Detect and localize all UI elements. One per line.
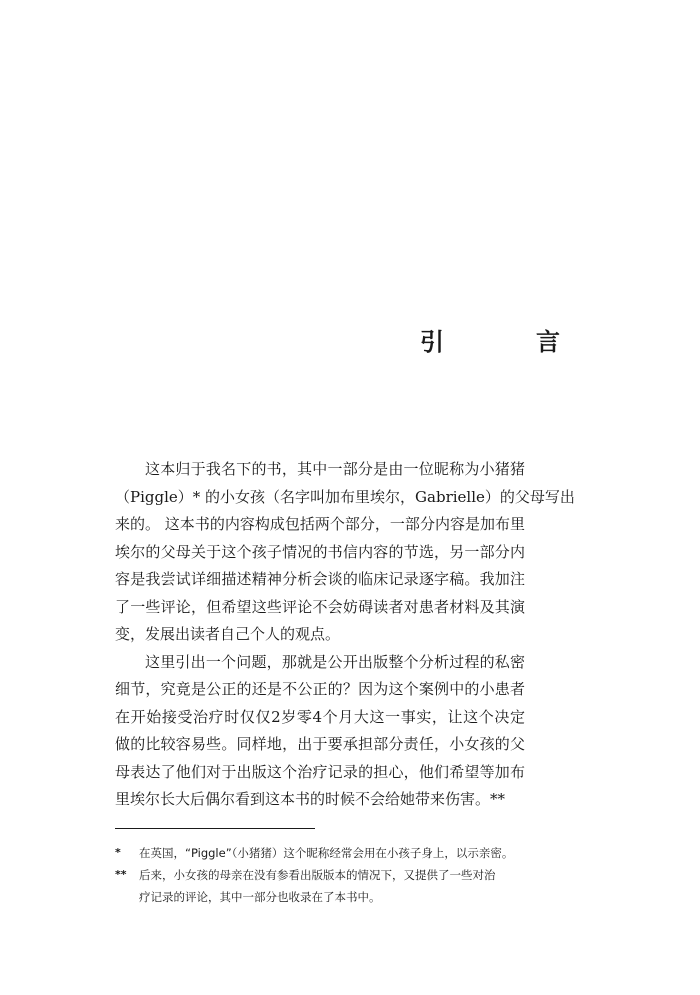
- text-line: （Piggle）* 的小女孩（名字叫加布里埃尔，Gabrielle）的父母写出: [115, 487, 575, 506]
- text-line: 这本归于我名下的书，其中一部分是由一位昵称为小猪猪: [145, 460, 525, 478]
- text-line: 里埃尔长大后偶尔看到这本书的时候不会给她带来伤害。**: [115, 790, 506, 808]
- text-line: 了一些评论，但希望这些评论不会妨碍读者对患者材料及其演: [115, 597, 525, 616]
- paragraph-2: [115, 649, 525, 814]
- footnote-mark: **: [115, 868, 127, 881]
- paragraph-1: [115, 456, 575, 649]
- text-line: 来的。 这本书的内容构成包括两个部分，一部分内容是加布里: [115, 515, 525, 533]
- footnote-text: 后来，小女孩的母亲在没有参看出版版本的情况下，又提供了一些对治: [139, 868, 496, 882]
- text-line: 容是我尝试详细描述精神分析会谈的临床记录逐字稿。我加注: [115, 570, 525, 588]
- text-line: 变，发展出读者自己个人的观点。: [115, 625, 341, 643]
- footnotes: [115, 842, 535, 908]
- text-line: 母表达了他们对于出版这个治疗记录的担心，他们希望等加布: [115, 762, 525, 781]
- text-line: 埃尔的父母关于这个孩子情况的书信内容的节选，另一部分内: [115, 542, 525, 561]
- body-text: [115, 456, 575, 814]
- text-line: 细节，究竟是公正的还是不公正的？因为这个案例中的小患者: [115, 680, 525, 698]
- text-line: 这里引出一个问题，那就是公开出版整个分析过程的私密: [145, 652, 525, 671]
- footnote-mark: *: [115, 846, 121, 859]
- text-line: 做的比较容易些。同样地，出于要承担部分责任，小女孩的父: [115, 735, 525, 753]
- footnote-2: [115, 864, 535, 908]
- text-line: 在开始接受治疗时仅仅2岁零4个月大这一事实，让这个决定: [115, 707, 525, 726]
- footnote-divider: [115, 828, 315, 829]
- chapter-title: 引 言: [420, 328, 594, 356]
- footnote-text: 疗记录的评论，其中一部分也收录在了本书中。: [139, 890, 381, 904]
- footnote-text: 在英国，“Piggle”（小猪猪）这个昵称经常会用在小孩子身上，以示亲密。: [139, 846, 514, 860]
- footnote-1: [115, 842, 535, 864]
